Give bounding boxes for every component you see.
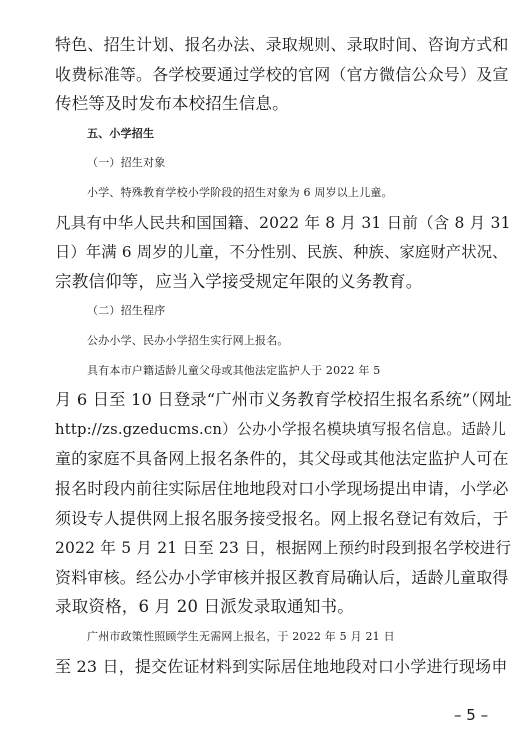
text-line: 童的家庭不具备网上报名条件的，其父母或其他法定监护人可在 [55,449,509,469]
text-line: 资料审核。经公办小学审核并报区教育局确认后，适龄儿童取得 [55,567,509,587]
subsection-heading: （一）招生对象 [87,156,166,170]
subsection-heading: （二）招生程序 [87,304,166,318]
text-line: http://zs.gzeducms.cn）公办小学报名模块填写报名信息。适龄儿 [55,420,507,438]
text-line: 特色、招生计划、报名办法、录取规则、录取时间、咨询方式和 [55,35,509,54]
text-line: 须设专人提供网上报名服务接受报名。网上报名登记有效后，于 [55,508,509,528]
text-line: 小学、特殊教育学校小学阶段的招生对象为 6 周岁以上儿童。 [87,186,393,199]
text-line: 报名时段内前往实际居住地地段对口小学现场提出申请，小学必 [55,479,509,498]
text-line: 凡具有中华人民共和国国籍、2022 年 8 月 31 日前（含 8 月 31 [55,213,511,232]
text-line: 收费标准等。各学校要通过学校的官网（官方微信公众号）及宣 [55,64,509,84]
text-line: 月 6 日至 10 日登录“广州市义务教育学校招生报名系统”（网址 [55,390,512,410]
text-line: 2022 年 5 月 21 日至 23 日，根据网上预约时段到报名学校进行 [55,539,512,558]
text-line: 宗教信仰等，应当入学接受规定年限的义务教育。 [55,271,423,291]
text-line: 公办小学、民办小学招生实行网上报名。 [87,334,289,347]
text-line: 至 23 日，提交佐证材料到实际居住地地段对口小学进行现场申 [55,656,508,676]
page-number: – 5 – [454,706,489,724]
text-line: 广州市政策性照顾学生无需网上报名，于 2022 年 5 月 21 日 [87,630,395,643]
text-line: 具有本市户籍适龄儿童父母或其他法定监护人于 2022 年 5 [87,363,381,377]
text-line: 日）年满 6 周岁的儿童，不分性别、民族、种族、家庭财产状况、 [55,243,508,262]
text-line: 录取资格，6 月 20 日派发录取通知书。 [55,597,354,617]
text-line: 传栏等及时发布本校招生信息。 [55,94,289,114]
section-heading: 五、小学招生 [87,126,155,140]
